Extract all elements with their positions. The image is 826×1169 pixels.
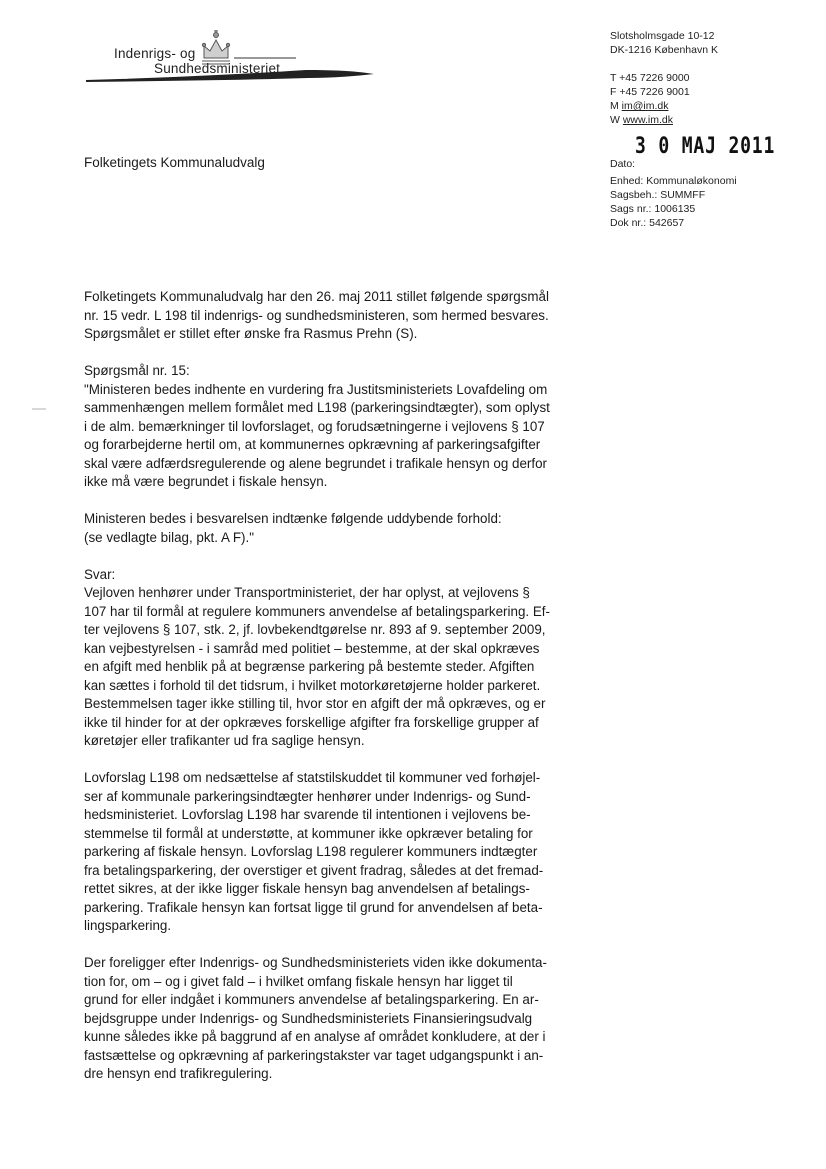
text-line: skal være adfærdsregulerende og alene begrundet i trafikale hensyn og derfor: [84, 455, 548, 471]
text-line: fastsættelse og opkrævning af parkeringstakster var taget udgangspunkt i an-: [84, 1047, 544, 1063]
text-line: Spørgsmålet er stillet efter ønske fra Rasmus Prehn (S).: [84, 326, 418, 341]
text-line: sammenhængen mellem formålet med L198 (parkeringsindtægter), som oplyst: [84, 400, 550, 415]
text-line: Bestemmelsen tager ikke stilling til, hvor stor en afgift der må opkræves, og er: [84, 696, 546, 711]
text-line: i de alm. bemærkninger til lovforslaget, og forudsætningerne i vejlovens § 107: [84, 418, 545, 434]
case-handler-line: Sagsbeh.: SUMMFF: [610, 189, 706, 201]
text-line: hedsministeriet. Lovforslag L198 har svarende til intentionen i vejlovens be-: [84, 807, 531, 822]
text-line: "Ministeren bedes indhente en vurdering fra Justitsministeriets Lovafdeling om: [84, 381, 548, 397]
text-line: en afgift med henblik på at begrænse parkering på bestemte steder. Afgiften: [84, 659, 535, 674]
text-line: kan sættes i forhold til det tidsrum, i hvilket motorkøretøjerne holder parkeret.: [84, 677, 541, 693]
address-block: [610, 29, 718, 127]
text-line: Der foreligger efter Indenrigs- og Sundhedsministeriets viden ikke dokumenta-: [84, 955, 547, 970]
paragraph: [84, 954, 586, 1084]
text-line: køretøjer eller trafikanter ud fra saglige hensyn.: [84, 733, 365, 748]
text-line: bejdsgruppe under Indenrigs- og Sundhedsministeriets Finansieringsudvalg: [84, 1010, 533, 1026]
date-row: [610, 134, 776, 174]
text-line: ter vejlovens § 107, stk. 2, jf. lovbekendtgørelse nr. 893 af 9. september 2009,: [84, 622, 546, 637]
scan-speck: [32, 408, 46, 410]
text-line: lingsparkering.: [84, 918, 172, 933]
paragraph: [84, 510, 586, 547]
document-number-line: Dok nr.: 542657: [610, 217, 685, 229]
crown-icon: [202, 30, 230, 64]
text-line: dre hensyn end trafikregulering.: [84, 1066, 273, 1081]
paragraph: [84, 769, 586, 936]
text-line: stemmelse til formål at understøtte, at kommuner ikke opkræver betaling for: [84, 825, 533, 841]
paragraph: [84, 362, 586, 492]
text-line: ikke til hinder for at der opkræves forskellige afgifter fra forskellige grupper af: [84, 714, 539, 730]
phone-number: T +45 7226 9000: [610, 72, 690, 84]
text-line: nr. 15 vedr. L 198 til indenrigs- og sundhedsministeren, som hermed besvares.: [84, 307, 549, 323]
unit-line: Enhed: Kommunaløkonomi: [610, 175, 737, 187]
email-prefix: M: [610, 100, 619, 112]
ministry-logo: [84, 20, 384, 90]
email-row: [610, 99, 718, 113]
text-line: fra betalingsparkering, der overstiger et givent fradrag, således at det fremad-: [84, 862, 544, 878]
text-line: ikke må være begrundet i fiskale hensyn.: [84, 474, 328, 489]
address-city: DK-1216 København K: [610, 44, 718, 56]
case-meta-block: [610, 134, 776, 230]
paragraph: [84, 288, 586, 344]
case-number-line: Sags nr.: 1006135: [610, 203, 696, 215]
address-street: Slotsholmsgade 10-12: [610, 30, 715, 42]
paragraph: [84, 566, 586, 751]
logo-line-2: Sundhedsministeriet: [154, 61, 281, 76]
date-stamp: 3 0 MAJ 2011: [635, 134, 776, 159]
text-line: kan vejbestyrelsen - i samråd med politiet – bestemme, at der skal opkræves: [84, 640, 540, 656]
text-line: Spørgsmål nr. 15:: [84, 363, 190, 378]
website-row: [610, 113, 718, 127]
address-spacer: [610, 57, 718, 71]
text-line: kunne således ikke på baggrund af en analyse af området konkludere, at der i: [84, 1029, 546, 1044]
recipient: Folketingets Kommunaludvalg: [84, 155, 265, 170]
logo-line-1: Indenrigs- og: [114, 46, 196, 61]
text-line: og forarbejderne hertil om, at kommunernes opkrævning af parkeringsafgifter: [84, 437, 541, 452]
text-line: Lovforslag L198 om nedsættelse af statstilskuddet til kommuner ved forhøjel-: [84, 770, 541, 785]
text-line: Svar:: [84, 566, 116, 582]
fax-number: F +45 7226 9001: [610, 86, 690, 98]
text-line: tion for, om – og i givet fald – i hvilket omfang fiskale hensyn har ligget til: [84, 973, 513, 989]
website-link[interactable]: www.im.dk: [622, 114, 674, 126]
text-line: 107 har til formål at regulere kommuners anvendelse af betalingsparkering. Ef-: [84, 603, 550, 619]
text-line: parkering af fiskale hensyn. Lovforslag L198 regulerer kommuners indtægter: [84, 844, 538, 859]
text-line: grund for eller indgået i kommuners anvendelse af betalingsparkering. En ar-: [84, 992, 539, 1007]
text-line: Vejloven henhører under Transportministeriet, der har oplyst, at vejlovens §: [84, 585, 530, 600]
website-prefix: W: [610, 114, 620, 126]
text-line: parkering. Trafikale hensyn kan fortsat ligge til grund for anvendelsen af beta-: [84, 899, 543, 915]
text-line: Ministeren bedes i besvarelsen indtænke følgende uddybende forhold:: [84, 511, 502, 526]
text-line: rettet sikres, at der ikke ligger fiskale hensyn bag anvendelsen af betalings-: [84, 881, 530, 896]
letter-body: [84, 288, 586, 1102]
email-link[interactable]: im@im.dk: [621, 100, 669, 112]
text-line: ser af kommunale parkeringsindtægter henhører under Indenrigs- og Sund-: [84, 788, 531, 804]
text-line: Folketingets Kommunaludvalg har den 26. maj 2011 stillet følgende spørgsmål: [84, 289, 549, 304]
date-label: Dato:: [610, 158, 636, 170]
text-line: (se vedlagte bilag, pkt. A F).": [84, 529, 254, 545]
